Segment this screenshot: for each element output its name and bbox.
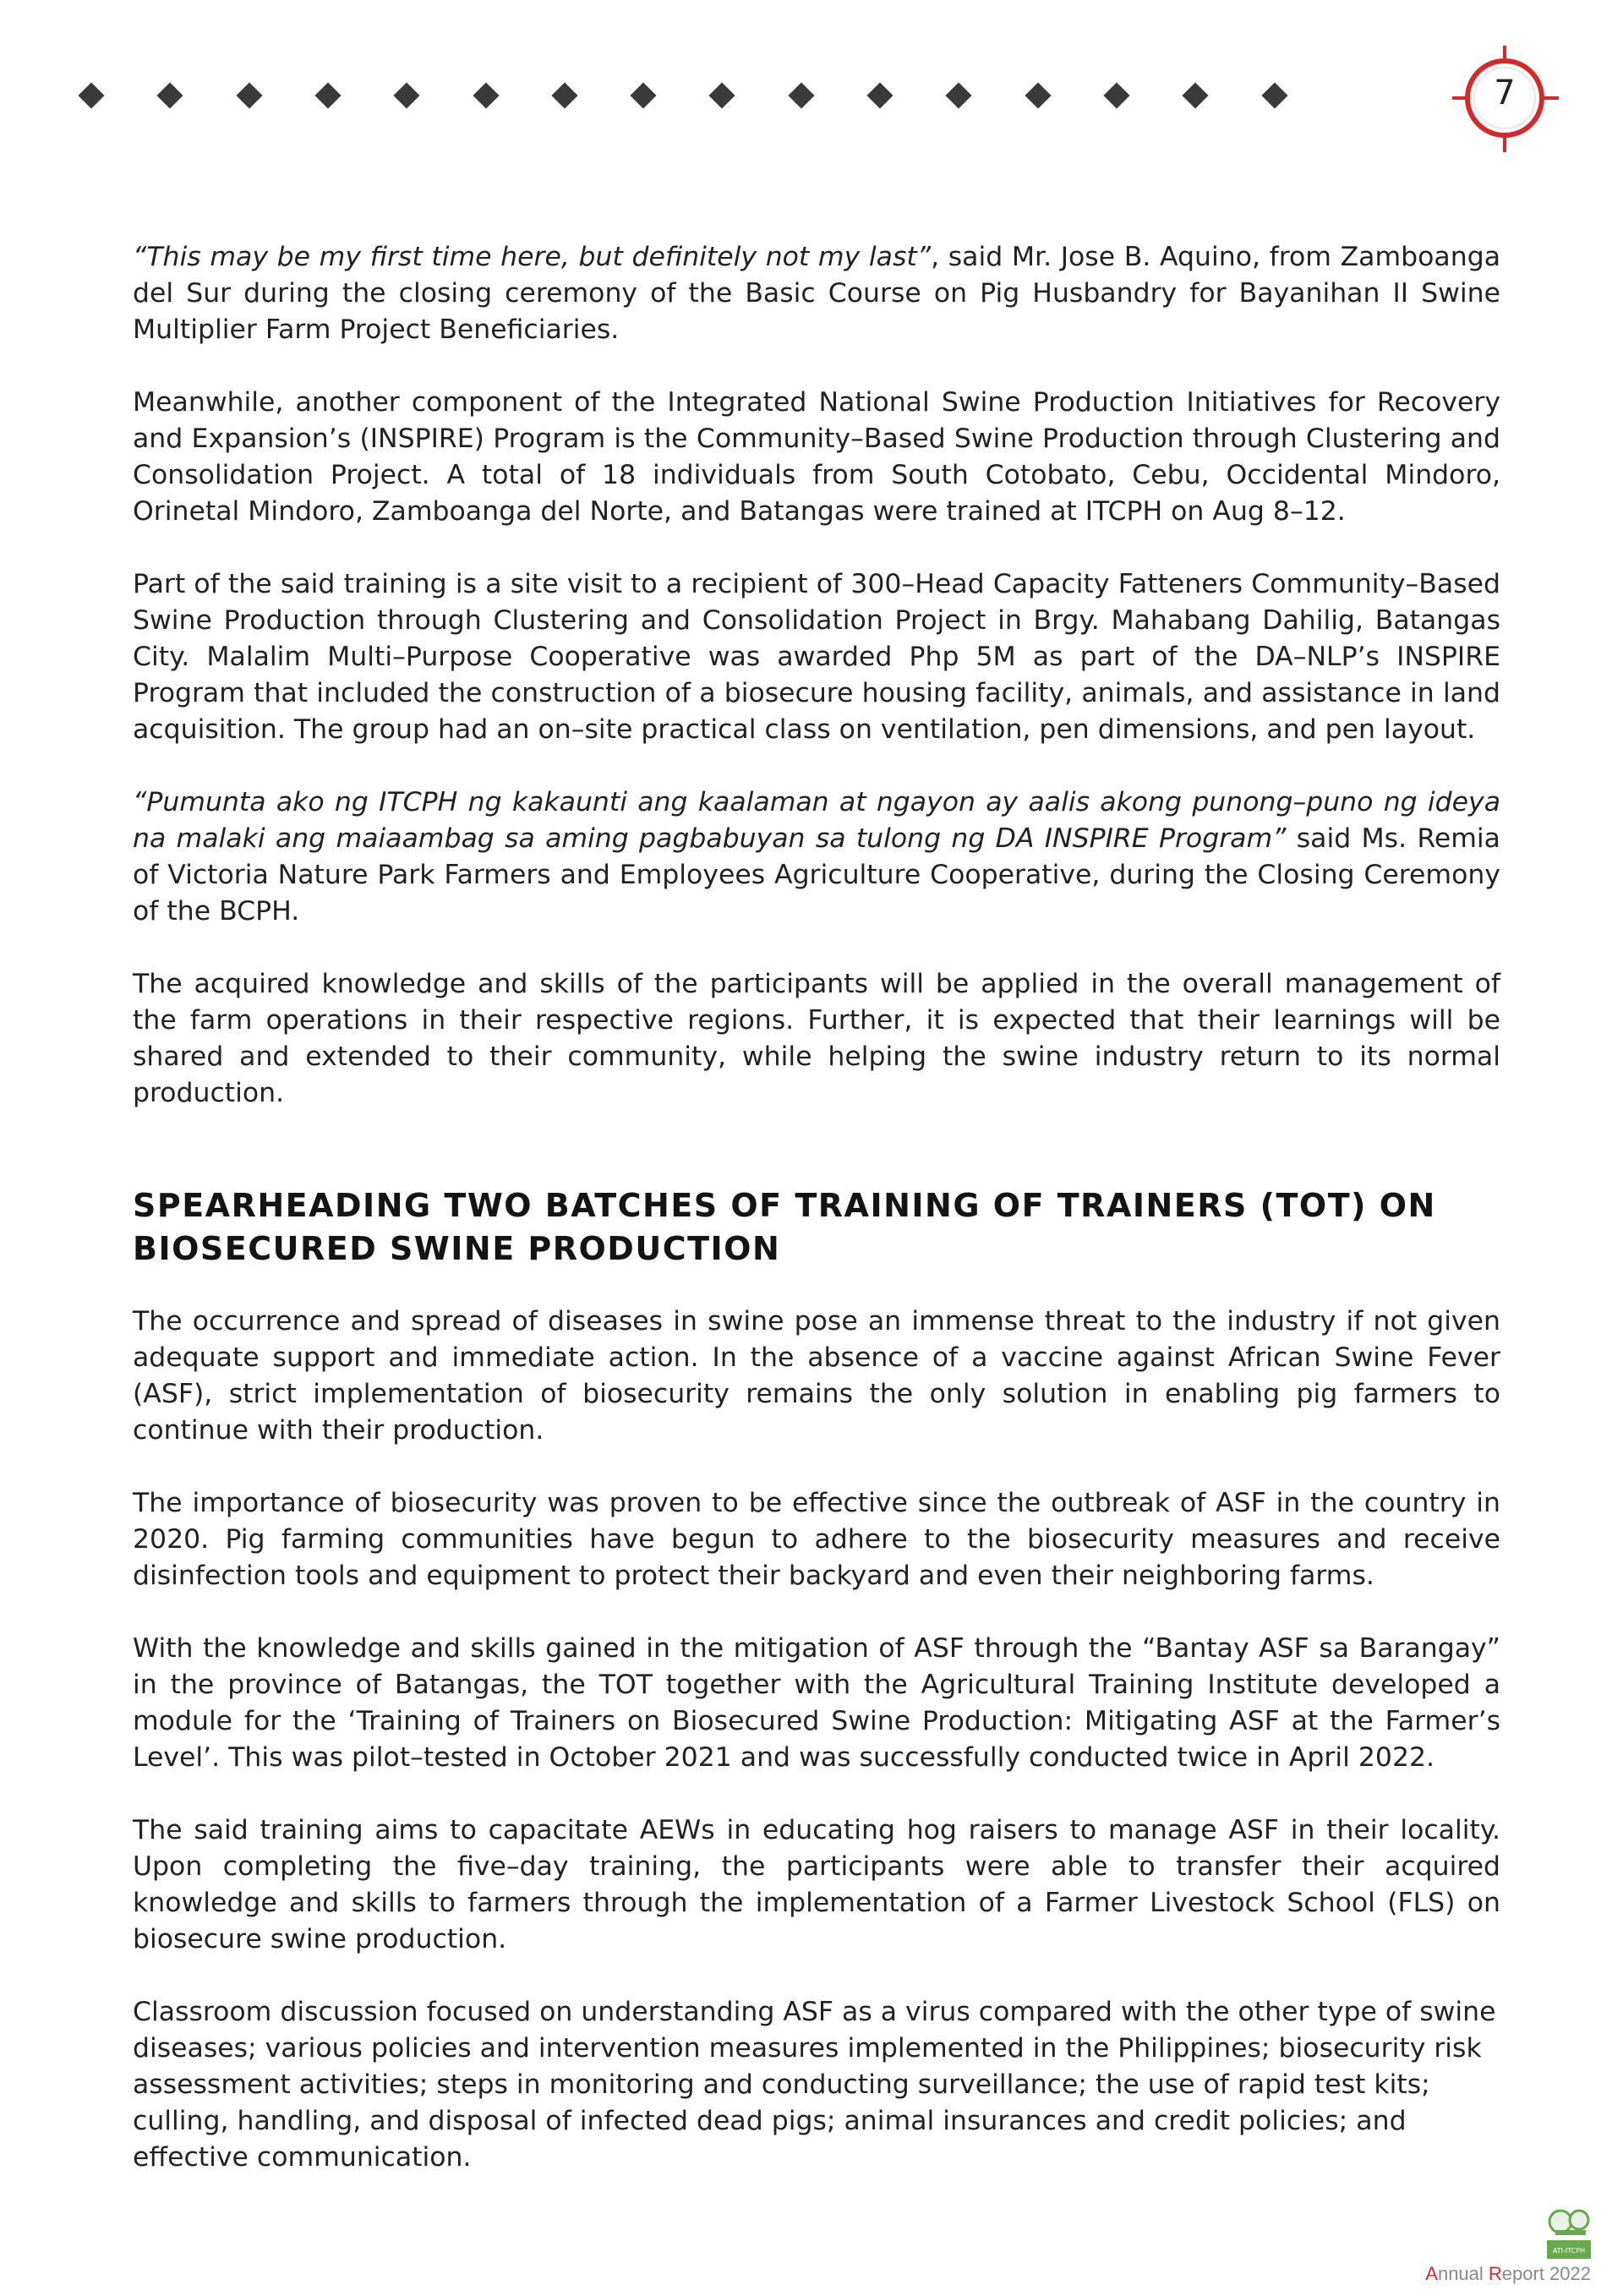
header-diamond-icon xyxy=(1025,82,1051,108)
paragraph-acquired-knowledge: The acquired knowledge and skills of the participants will be applied in the overall management of the farm operations in their respective regions. Further, it is expected that their learnings will be shared and extended to their community, while helping the swine industry return to its normal production. xyxy=(133,969,1500,1108)
header-diamond-icon xyxy=(393,82,419,108)
ati-itcph-logo-icon xyxy=(1545,2206,1593,2262)
paragraph-classroom-discussion: Classroom discussion focused on understanding ASF as a virus compared with the other type of swine diseases; various policies and intervention measures implemented in the Philippines; biosecurity risk assessment activities; steps in monitoring and conducting surveillance; the use of rapid test kits; culling, handling, and disposal of infected dead pigs; animal insurances and credit policies; and effective communication. xyxy=(133,1997,1496,2173)
footer-report-r: R xyxy=(1488,2263,1502,2284)
header-diamond-icon xyxy=(866,82,893,108)
header-diamond-icon xyxy=(156,82,183,108)
header-diamond-row xyxy=(82,81,1299,112)
paragraph-remia-quote xyxy=(133,784,1500,930)
header-diamond-icon xyxy=(78,82,104,108)
header-diamond-icon xyxy=(236,82,262,108)
header-diamond-icon xyxy=(788,82,814,108)
aquino-quote: “This may be my first time here, but definitely not my last” xyxy=(133,242,932,272)
svg-text:ATI-ITCPH: ATI-ITCPH xyxy=(1552,2247,1586,2255)
footer-annual-report xyxy=(1425,2263,1591,2285)
remia-attribution: said Ms. Remia of Victoria Nature Park Farmers and Employees Agriculture Cooperative, during the Closing Ceremony of the BCPH. xyxy=(133,823,1500,927)
page-number: 7 xyxy=(1494,74,1516,112)
header-diamond-icon xyxy=(551,82,577,108)
header-diamond-icon xyxy=(473,82,499,108)
paragraph-aquino-quote xyxy=(133,239,1500,348)
footer-annual-rest: nnual xyxy=(1437,2263,1489,2284)
footer-annual-a: A xyxy=(1425,2263,1438,2284)
header-diamond-icon xyxy=(708,82,735,108)
footer-report-rest: eport 2022 xyxy=(1501,2263,1591,2284)
header-diamond-icon xyxy=(630,82,656,108)
aquino-attribution: , said Mr. Jose B. Aquino, from Zamboanga del Sur during the closing ceremony of the Basic Course on Pig Husbandry for Bayanihan II Swine Multiplier Farm Project Beneficiaries. xyxy=(133,242,1500,345)
section-heading: SPEARHEADING TWO BATCHES OF TRAINING OF TRAINERS (TOT) ON BIOSECURED SWINE PRODUCTION xyxy=(133,1187,1436,1267)
remia-quote: “Pumunta ako ng ITCPH ng kakaunti ang kaalaman at ngayon ay aalis akong punong–puno ng ideya na malaki ang maiaambag sa aming pagbabuyan sa tulong ng DA INSPIRE Program” xyxy=(133,787,1500,854)
paragraph-disease-threat: The occurrence and spread of diseases in swine pose an immense threat to the industry if not given adequate support and immediate action. In the absence of a vaccine against African Swine Fever (ASF), strict implementation of biosecurity remains the only solution in enabling pig farmers to continue with their production. xyxy=(133,1306,1500,1446)
paragraph-site-visit: Part of the said training is a site visit to a recipient of 300–Head Capacity Fatteners Community–Based Swine Production through Clustering and Consolidation Project in Brgy. Mahabang Dahilig, Batangas City. Malalim Multi–Purpose Cooperative was awarded Php 5M as part of the DA–NLP’s INSPIRE Program that included the construction of a biosecure housing facility, animals, and assistance in land acquisition. The group had an on–site practical class on ventilation, pen dimensions, and pen layout. xyxy=(133,569,1500,745)
paragraph-module-development: With the knowledge and skills gained in the mitigation of ASF through the “Bantay ASF sa Barangay” in the province of Batangas, the TOT together with the Agricultural Training Institute developed a module for the ‘Training of Trainers on Biosecured Swine Production: Mitigating ASF at the Farmer’s Level’. This was pilot–tested in October 2021 and was successfully conducted twice in April 2022. xyxy=(133,1633,1500,1773)
paragraph-training-aims: The said training aims to capacitate AEWs in educating hog raisers to manage ASF in their locality. Upon completing the five–day training, the participants were able to transfer their acquired knowledge and skills to farmers through the implementation of a Farmer Livestock School (FLS) on biosecure swine production. xyxy=(133,1815,1500,1954)
header-diamond-icon xyxy=(1103,82,1129,108)
header-diamond-icon xyxy=(314,82,341,108)
paragraph-biosecurity-importance: The importance of biosecurity was proven to be effective since the outbreak of ASF in the country in 2020. Pig farming communities have begun to adhere to the biosecurity measures and receive disinfection tools and equipment to protect their backyard and even their neighboring farms. xyxy=(133,1488,1500,1591)
header-diamond-icon xyxy=(945,82,971,108)
paragraph-inspire-program: Meanwhile, another component of the Integrated National Swine Production Initiatives for Recovery and Expansion’s (INSPIRE) Program is the Community–Based Swine Production through Clustering and Consolidation Project. A total of 18 individuals from South Cotobato, Cebu, Occidental Mindoro, Orinetal Mindoro, Zamboanga del Norte, and Batangas were trained at ITCPH on Aug 8–12. xyxy=(133,387,1500,527)
article-body xyxy=(133,239,1500,2212)
header-diamond-icon xyxy=(1261,82,1287,108)
header-diamond-icon xyxy=(1182,82,1208,108)
